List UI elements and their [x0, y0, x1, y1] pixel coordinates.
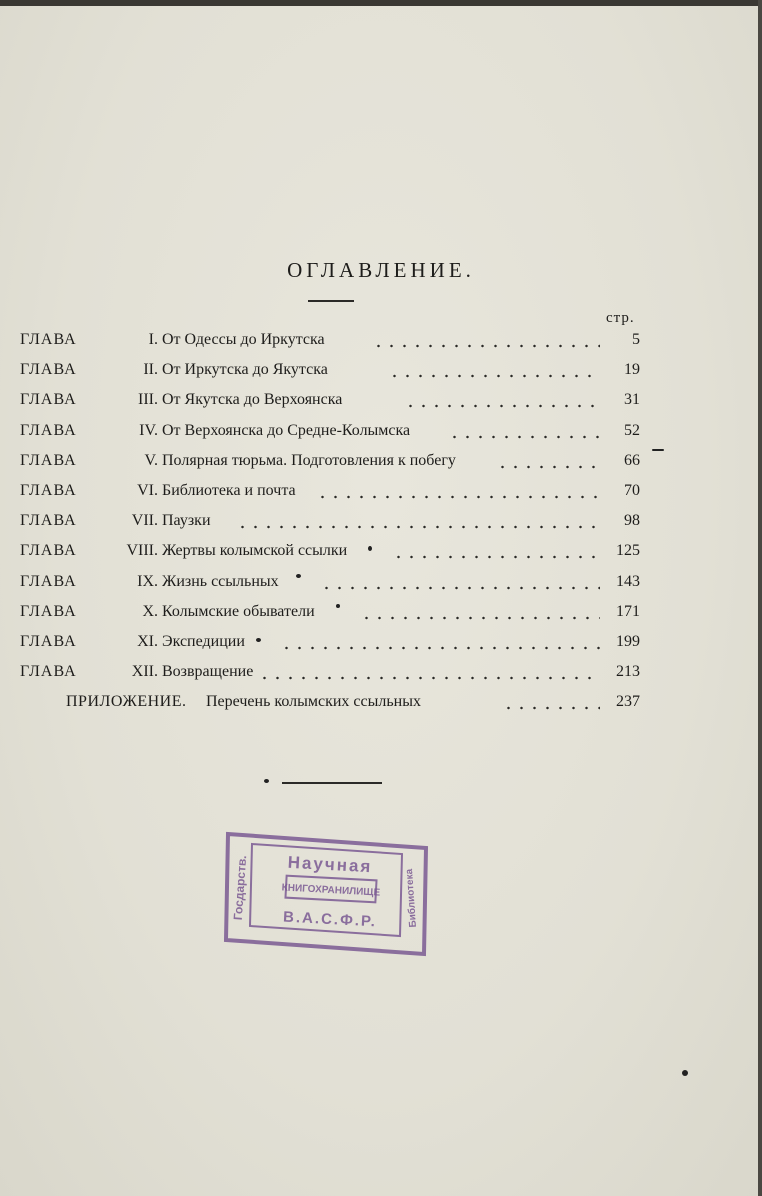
chapter-number: II.: [143, 361, 158, 378]
chapter-title: Жизнь ссыльных: [162, 573, 279, 590]
page-column-header: стр.: [606, 310, 635, 326]
dot-leader: [320, 568, 600, 596]
toc-entry[interactable]: [20, 477, 640, 505]
library-stamp: [222, 826, 432, 958]
chapter-word: ГЛАВА: [20, 573, 77, 590]
chapter-title: Жертвы колымской ссылки: [162, 542, 348, 559]
chapter-number: XI.: [137, 633, 158, 650]
page-title: ОГЛАВЛЕНИЕ.: [287, 258, 475, 282]
chapter-title: От Верхоянска до Средне-Колымска: [162, 422, 411, 439]
dot-leader: [372, 326, 600, 354]
toc-entry[interactable]: [20, 507, 640, 535]
chapter-page: 52: [624, 422, 640, 439]
chapter-page: 70: [624, 482, 640, 499]
stamp-left-text: Госдарств.: [230, 854, 250, 921]
title-rule: [308, 300, 354, 302]
chapter-word: ГЛАВА: [20, 603, 77, 620]
chapter-word: ГЛАВА: [20, 512, 77, 529]
dot-leader: [360, 598, 600, 626]
dot-leader: [392, 537, 600, 565]
chapter-number: VI.: [137, 482, 158, 499]
chapter-title: От Иркутска до Якутска: [162, 361, 328, 378]
chapter-page: 31: [624, 391, 640, 408]
chapter-word: ГЛАВА: [20, 663, 77, 680]
dot-leader: [316, 477, 600, 505]
toc-entry[interactable]: [20, 568, 640, 596]
ink-speck: [336, 604, 340, 608]
toc-entry[interactable]: [20, 447, 640, 475]
ink-mark: [652, 449, 664, 451]
chapter-word: ГЛАВА: [20, 361, 77, 378]
dot-leader: [388, 356, 600, 384]
scan-edge-top: [0, 0, 762, 6]
dot-leader: [496, 447, 600, 475]
toc-entry[interactable]: [20, 326, 640, 354]
appendix-label: ПРИЛОЖЕНИЕ.: [66, 693, 187, 710]
toc-entry[interactable]: [20, 417, 640, 445]
chapter-page: 19: [624, 361, 640, 378]
chapter-page: 213: [616, 663, 640, 680]
dot-leader: [502, 688, 600, 716]
dot-leader: [236, 507, 600, 535]
toc-entry[interactable]: [20, 537, 640, 565]
appendix-entry[interactable]: [66, 688, 640, 716]
toc-entry[interactable]: [20, 386, 640, 414]
chapter-title: Библиотека и почта: [162, 482, 296, 499]
chapter-word: ГЛАВА: [20, 422, 77, 439]
chapter-page: 125: [616, 542, 640, 559]
chapter-page: 143: [616, 573, 640, 590]
dot-leader: [448, 417, 600, 445]
stamp-right-text: Библиотека: [403, 868, 420, 928]
toc-entry[interactable]: [20, 628, 640, 656]
scan-edge-right: [758, 0, 762, 1196]
chapter-number: V.: [144, 452, 158, 469]
chapter-word: ГЛАВА: [20, 391, 77, 408]
chapter-word: ГЛАВА: [20, 482, 77, 499]
dot-leader: [258, 658, 600, 686]
chapter-number: VII.: [131, 512, 158, 529]
chapter-word: ГЛАВА: [20, 452, 77, 469]
chapter-word: ГЛАВА: [20, 542, 77, 559]
chapter-number: III.: [138, 391, 158, 408]
ink-speck: [682, 1070, 688, 1076]
toc-entry[interactable]: [20, 658, 640, 686]
chapter-title: Паузки: [162, 512, 211, 529]
chapter-number: I.: [148, 331, 158, 348]
chapter-number: IV.: [139, 422, 158, 439]
stamp-bottom-text: В.А.С.Ф.Р.: [282, 908, 378, 931]
chapter-number: XII.: [131, 663, 158, 680]
chapter-page: 98: [624, 512, 640, 529]
chapter-page: 5: [632, 331, 640, 348]
chapter-title: Колымские обыватели: [162, 603, 315, 620]
ink-speck: [296, 574, 301, 578]
stamp-middle-text: КНИГОХРАНИЛИЩЕ: [281, 882, 381, 899]
ink-speck: [264, 779, 269, 783]
appendix-title: Перечень колымских ссыльных: [206, 693, 421, 710]
chapter-word: ГЛАВА: [20, 633, 77, 650]
chapter-title: Полярная тюрьма. Подготовления к побегу: [162, 452, 456, 469]
chapter-title: Экспедиции: [162, 633, 245, 650]
chapter-word: ГЛАВА: [20, 331, 77, 348]
end-rule: [282, 782, 382, 784]
stamp-top-text: Научная: [287, 852, 373, 877]
chapter-page: 199: [616, 633, 640, 650]
appendix-page: 237: [616, 693, 640, 710]
ink-speck: [368, 546, 372, 551]
chapter-number: IX.: [137, 573, 158, 590]
chapter-number: X.: [142, 603, 158, 620]
chapter-page: 171: [616, 603, 640, 620]
chapter-number: VIII.: [126, 542, 158, 559]
chapter-page: 66: [624, 452, 640, 469]
toc-entry[interactable]: [20, 356, 640, 384]
toc-entry[interactable]: [20, 598, 640, 626]
chapter-title: Возвращение: [162, 663, 254, 680]
dot-leader: [404, 386, 600, 414]
ink-speck: [256, 638, 261, 642]
chapter-title: От Якутска до Верхоянска: [162, 391, 343, 408]
chapter-title: От Одессы до Иркутска: [162, 331, 325, 348]
dot-leader: [280, 628, 600, 656]
